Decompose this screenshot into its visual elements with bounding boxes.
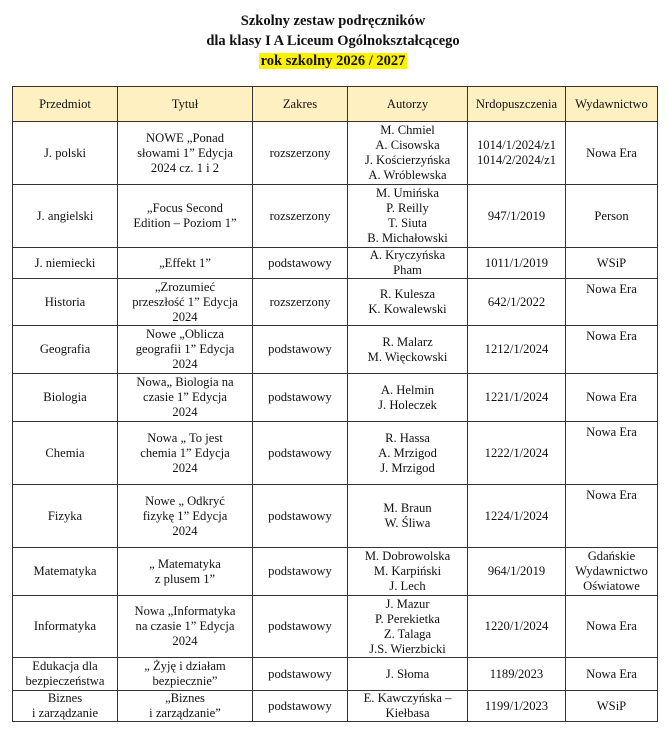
authors-cell-text: Pham xyxy=(393,263,422,277)
authors-cell xyxy=(348,374,468,422)
title-cell xyxy=(118,374,253,422)
authors-cell-text: P. Reilly xyxy=(386,201,429,215)
scope-cell-text: podstawowy xyxy=(268,698,332,713)
title-cell xyxy=(118,691,253,722)
approval-number-cell-text: 1199/1/2023 xyxy=(484,698,549,713)
approval-number-cell-text: 1014/2/2024/z1 xyxy=(476,153,557,167)
title-cell-text: NOWE „Ponad xyxy=(146,130,224,145)
table-row xyxy=(13,422,658,485)
title-cell xyxy=(118,422,253,485)
authors-cell xyxy=(348,248,468,279)
subject-cell-text: Geografia xyxy=(39,342,91,356)
approval-number-cell xyxy=(468,122,566,185)
subject-cell-text: Fizyka xyxy=(47,508,83,523)
authors-cell-text: T. Siuta xyxy=(388,216,427,230)
publisher-cell xyxy=(566,485,658,548)
authors-cell xyxy=(348,658,468,691)
scope-cell-text: podstawowy xyxy=(268,666,332,681)
approval-number-cell xyxy=(468,691,566,722)
scope-cell xyxy=(253,374,348,422)
title-cell xyxy=(118,248,253,279)
authors-cell xyxy=(348,185,468,248)
authors-cell-text: J. Mrzigod xyxy=(380,460,435,475)
authors-cell-text: J. Słoma xyxy=(385,666,430,681)
subject-cell xyxy=(13,691,118,722)
header-text: Tytuł xyxy=(171,96,199,111)
subject-cell-text: i zarządzanie xyxy=(31,706,99,720)
authors-cell xyxy=(348,326,468,374)
title-cell-text: Nowe „Oblicza xyxy=(146,327,224,341)
approval-number-cell-text: 947/1/2019 xyxy=(487,208,546,223)
scope-cell xyxy=(253,279,348,326)
header-zakres xyxy=(253,87,348,122)
subject-cell-text: J. niemiecki xyxy=(34,255,96,270)
subject-cell-text: Chemia xyxy=(45,445,85,460)
publisher-cell-text: Nowa Era xyxy=(586,425,637,439)
scope-cell xyxy=(253,596,348,658)
approval-number-cell-text: 1014/1/2024/z1 xyxy=(476,138,557,152)
table-row xyxy=(13,658,658,691)
publisher-cell-text: WSiP xyxy=(596,698,627,713)
approval-number-cell xyxy=(468,422,566,485)
table-header-row xyxy=(13,87,658,122)
authors-cell-text: Kiełbasa xyxy=(385,706,430,720)
scope-cell xyxy=(253,326,348,374)
header-przedmiot xyxy=(13,87,118,122)
authors-cell xyxy=(348,691,468,722)
publisher-cell-text: Oświatowe xyxy=(583,579,640,593)
authors-cell-text: J. Kościerzyńska xyxy=(364,153,451,167)
subject-cell-text: Matematyka xyxy=(33,564,97,578)
publisher-cell xyxy=(566,374,658,422)
approval-number-cell xyxy=(468,548,566,596)
authors-cell-text: A. Helmin xyxy=(380,382,435,397)
header-text: Przedmiot xyxy=(39,96,91,111)
publisher-cell-text: Nowa Era xyxy=(586,619,637,633)
approval-number-cell-text: 1011/1/2019 xyxy=(484,255,549,270)
header-text: Zakres xyxy=(282,96,318,111)
authors-cell-text: J.S. Wierzbicki xyxy=(369,641,446,656)
authors-cell-text: R. Kulesza xyxy=(379,287,436,301)
publisher-cell xyxy=(566,122,658,185)
title-cell-text: 2024 cz. 1 i 2 xyxy=(150,160,220,175)
subject-cell xyxy=(13,185,118,248)
subject-cell-text: Biznes xyxy=(47,691,83,705)
publisher-cell-text: Wydawnictwo xyxy=(575,564,648,578)
scope-cell-text: rozszerzony xyxy=(269,294,331,309)
authors-cell-text: P. Perekietka xyxy=(374,611,441,626)
authors-cell-text: M. Więckowski xyxy=(367,349,448,364)
approval-number-cell-text: 1220/1/2024 xyxy=(484,619,549,633)
publisher-cell xyxy=(566,185,658,248)
title-cell-text: 2024 xyxy=(172,634,198,648)
authors-cell-text: B. Michałowski xyxy=(367,231,448,245)
publisher-cell xyxy=(566,326,658,374)
table-row xyxy=(13,548,658,596)
authors-cell-text: K. Kowalewski xyxy=(368,302,447,316)
header-nr-dopuszczenia xyxy=(468,87,566,122)
title-cell-text: 2024 xyxy=(172,405,198,419)
scope-cell xyxy=(253,548,348,596)
table-row xyxy=(13,691,658,722)
authors-cell xyxy=(348,485,468,548)
title-cell xyxy=(118,326,253,374)
approval-number-cell-text: 1189/2023 xyxy=(489,666,544,681)
scope-cell-text: rozszerzony xyxy=(269,145,331,160)
scope-cell xyxy=(253,248,348,279)
subject-cell-text: bezpieczeństwa xyxy=(25,674,105,688)
subject-cell xyxy=(13,248,118,279)
title-cell-text: Edition – Poziom 1” xyxy=(133,216,237,230)
authors-cell-text: M. Umińska xyxy=(376,186,439,200)
approval-number-cell xyxy=(468,279,566,326)
title-cell-text: „ Żyję i działam xyxy=(144,659,226,673)
approval-number-cell xyxy=(468,374,566,422)
subject-cell xyxy=(13,374,118,422)
title-cell-text: z plusem 1” xyxy=(154,571,216,586)
title-cell-text: na czasie 1” Edycja xyxy=(135,619,235,633)
table-row xyxy=(13,326,658,374)
title-cell xyxy=(118,485,253,548)
title-cell-text: bezpiecznie” xyxy=(152,674,218,688)
authors-cell-text: R. Hassa xyxy=(385,430,430,445)
authors-cell-text: M. Braun xyxy=(383,501,432,515)
title-cell-text: słowami 1” Edycja xyxy=(137,145,233,160)
publisher-cell-text: Person xyxy=(594,208,629,223)
scope-cell xyxy=(253,422,348,485)
title-cell-text: i zarządzanie” xyxy=(149,706,221,720)
publisher-cell-text: Nowa Era xyxy=(586,282,637,296)
title-cell xyxy=(118,279,253,326)
publisher-cell xyxy=(566,691,658,722)
title-cell xyxy=(118,185,253,248)
header-text: Nr xyxy=(475,96,490,111)
document-subtitle: dla klasy I A Liceum Ogólnokształcącego xyxy=(206,33,460,49)
authors-cell-text: M. Chmiel xyxy=(380,123,435,137)
header-tytul xyxy=(118,87,253,122)
header-autorzy xyxy=(348,87,468,122)
title-cell-text: „Zrozumieć xyxy=(154,279,216,294)
textbook-table xyxy=(12,86,658,722)
approval-number-cell xyxy=(468,185,566,248)
publisher-cell xyxy=(566,548,658,596)
subject-cell xyxy=(13,122,118,185)
title-cell-text: czasie 1” Edycja xyxy=(143,390,227,404)
publisher-cell xyxy=(566,658,658,691)
authors-cell-text: E. Kawczyńska – xyxy=(363,691,452,705)
title-cell-text: fizykę 1” Edycja xyxy=(142,508,228,523)
table-header xyxy=(13,87,658,122)
title-cell-text: 2024 xyxy=(172,309,198,324)
scope-cell xyxy=(253,122,348,185)
publisher-cell-text: Nowa Era xyxy=(586,390,637,404)
table-row xyxy=(13,248,658,279)
subject-cell xyxy=(13,596,118,658)
publisher-cell-text: Nowa Era xyxy=(586,145,637,160)
title-cell-text: 2024 xyxy=(172,460,198,475)
subject-cell xyxy=(13,279,118,326)
table-body xyxy=(13,122,658,722)
scope-cell xyxy=(253,485,348,548)
title-cell-text: „Biznes xyxy=(165,691,205,705)
publisher-cell xyxy=(566,279,658,326)
title-cell xyxy=(118,596,253,658)
authors-cell-text: W. Śliwa xyxy=(384,516,431,530)
header-text: Autorzy xyxy=(386,96,429,111)
scope-cell-text: podstawowy xyxy=(268,564,332,578)
scope-cell-text: rozszerzony xyxy=(269,208,331,223)
subject-cell-text: Biologia xyxy=(43,390,87,404)
approval-number-cell xyxy=(468,485,566,548)
school-year-line xyxy=(0,51,666,71)
table-row xyxy=(13,374,658,422)
title-cell-text: Nowa„ Biologia na xyxy=(136,375,234,389)
title-cell-text: Nowa „ To jest xyxy=(147,430,223,445)
header-text: dopuszczenia xyxy=(489,96,558,111)
approval-number-cell xyxy=(468,596,566,658)
table-row xyxy=(13,485,658,548)
subject-cell-text: Informatyka xyxy=(33,619,97,633)
publisher-cell xyxy=(566,422,658,485)
authors-cell-text: A. Mrzigod xyxy=(378,445,437,460)
header-text: Wydawnictwo xyxy=(575,96,648,111)
title-cell xyxy=(118,548,253,596)
scope-cell-text: podstawowy xyxy=(268,508,332,523)
approval-number-cell-text: 1221/1/2024 xyxy=(484,390,549,404)
authors-cell xyxy=(348,279,468,326)
scope-cell xyxy=(253,658,348,691)
approval-number-cell-text: 1224/1/2024 xyxy=(484,508,549,523)
authors-cell xyxy=(348,422,468,485)
publisher-cell-text: Nowa Era xyxy=(586,329,637,343)
authors-cell-text: J. Holeczek xyxy=(378,397,437,412)
title-cell-text: geografii 1” Edycja xyxy=(135,342,235,356)
title-cell-text: 2024 xyxy=(172,523,198,538)
scope-cell-text: podstawowy xyxy=(268,619,332,633)
authors-cell-text: A. Wróblewska xyxy=(368,168,447,182)
authors-cell xyxy=(348,122,468,185)
title-cell-text: przeszłość 1” Edycja xyxy=(132,294,238,309)
approval-number-cell-text: 964/1/2019 xyxy=(487,564,546,578)
school-year-highlight: rok szkolny 2026 / 2027 xyxy=(260,53,406,69)
approval-number-cell xyxy=(468,248,566,279)
table-row xyxy=(13,185,658,248)
authors-cell-text: M. Dobrowolska xyxy=(364,549,451,563)
scope-cell xyxy=(253,691,348,722)
authors-cell-text: M. Karpiński xyxy=(373,564,442,578)
table-row xyxy=(13,279,658,326)
document-header xyxy=(0,11,666,71)
title-cell-text: Nowa „Informatyka xyxy=(134,604,236,618)
authors-cell-text: J. Lech xyxy=(389,579,426,593)
authors-cell-text: A. Cisowska xyxy=(375,138,440,152)
publisher-cell-text: Nowa Era xyxy=(586,666,637,681)
subject-cell-text: J. polski xyxy=(44,145,86,160)
authors-cell-text: A. Kryczyńska xyxy=(369,248,446,262)
subject-cell-text: J. angielski xyxy=(36,208,94,223)
title-cell-text: Nowe „ Odkryć xyxy=(145,493,225,508)
title-cell-text: „Focus Second xyxy=(147,201,223,215)
approval-number-cell xyxy=(468,326,566,374)
scope-cell-text: podstawowy xyxy=(268,445,332,460)
scope-cell-text: podstawowy xyxy=(268,255,332,270)
approval-number-cell-text: 1212/1/2024 xyxy=(484,342,549,356)
scope-cell-text: podstawowy xyxy=(268,390,332,404)
subject-cell xyxy=(13,658,118,691)
publisher-cell xyxy=(566,596,658,658)
publisher-cell-text: Nowa Era xyxy=(586,488,637,502)
publisher-cell-text: WSiP xyxy=(596,255,627,270)
subject-cell xyxy=(13,485,118,548)
title-cell-text: chemia 1” Edycja xyxy=(140,445,230,460)
title-cell-text: „ Matematyka xyxy=(149,556,221,571)
subject-cell xyxy=(13,326,118,374)
title-cell xyxy=(118,658,253,691)
table-row xyxy=(13,122,658,185)
authors-cell xyxy=(348,548,468,596)
approval-number-cell xyxy=(468,658,566,691)
authors-cell-text: Z. Talaga xyxy=(383,626,432,641)
publisher-cell-text: Gdańskie xyxy=(587,549,636,563)
header-wydawnictwo xyxy=(566,87,658,122)
authors-cell-text: R. Malarz xyxy=(382,334,433,349)
document-title: Szkolny zestaw podręczników xyxy=(240,13,426,29)
subject-cell-text: Edukacja dla xyxy=(32,659,98,673)
title-cell-text: „Effekt 1” xyxy=(159,255,211,270)
title-cell-text: 2024 xyxy=(172,357,198,371)
subject-cell xyxy=(13,548,118,596)
title-cell xyxy=(118,122,253,185)
approval-number-cell-text: 1222/1/2024 xyxy=(484,445,549,460)
scope-cell xyxy=(253,185,348,248)
publisher-cell xyxy=(566,248,658,279)
scope-cell-text: podstawowy xyxy=(268,342,332,356)
authors-cell xyxy=(348,596,468,658)
subject-cell xyxy=(13,422,118,485)
approval-number-cell-text: 642/1/2022 xyxy=(487,294,546,309)
subject-cell-text: Historia xyxy=(44,294,86,309)
authors-cell-text: J. Mazur xyxy=(385,596,430,611)
table-row xyxy=(13,596,658,658)
